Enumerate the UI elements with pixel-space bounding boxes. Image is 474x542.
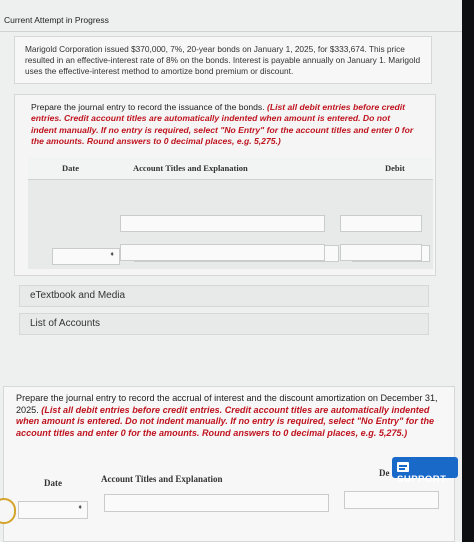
col-account-2: Account Titles and Explanation	[101, 474, 223, 484]
support-button[interactable]	[392, 457, 458, 485]
list-of-accounts-link[interactable]: List of Accounts	[19, 313, 429, 335]
divider	[0, 31, 462, 32]
col-debit: Debit	[385, 163, 405, 173]
part2-panel	[3, 386, 455, 542]
debit-input-4[interactable]	[344, 491, 439, 509]
debit-input-2[interactable]	[340, 215, 422, 232]
part2-instruction-text: Prepare the journal entry to record the accrual of interest and the discount amortization on December 31, 2025.	[16, 393, 438, 415]
device-bezel	[462, 0, 474, 542]
part1-instruction-note: (List all debit entries before credit entries. Credit account titles are automatically indented when amount is entered. Do not indent manually. If no entry is required, select "No Entry" for the account titles and enter 0 for the amounts. Round answers to 0 decimal places, e.g. 5,275.)	[31, 102, 414, 147]
chevron-updown-icon: ♦	[78, 504, 82, 511]
account-input-4[interactable]	[104, 494, 329, 512]
part2-instruction	[16, 393, 441, 439]
journal-table-1-header	[28, 157, 433, 180]
account-input-2[interactable]	[120, 215, 325, 232]
chevron-updown-icon: ♦	[110, 251, 114, 258]
problem-statement	[14, 36, 432, 84]
col-debit-2: De	[379, 468, 390, 478]
account-input-3[interactable]	[120, 244, 325, 261]
support-label: SUPPORT	[397, 474, 447, 485]
date-select-2[interactable]	[18, 501, 88, 519]
debit-input-3[interactable]	[340, 244, 422, 261]
part1-instruction	[31, 102, 416, 148]
etextbook-link[interactable]: eTextbook and Media	[19, 285, 429, 307]
chat-icon	[397, 462, 409, 472]
date-select-1[interactable]	[52, 248, 120, 265]
col-date-2: Date	[44, 478, 62, 488]
col-date: Date	[62, 163, 79, 173]
problem-text: Marigold Corporation issued $370,000, 7%, 20-year bonds on January 1, 2025, for $333,674. This price resulted in an effective-interest rate of 8% on the bonds. Interest is payable annually on January 1. Marigold uses the effective-interest method to amortize bond premium or discount.	[25, 44, 421, 76]
part2-instruction-note: (List all debit entries before credit entries. Credit account titles are automatically indented when amount is entered. Do not indent manually. If no entry is required, select "No Entry" for the account titles and enter 0 for the amounts. Round answers to 0 decimal places, e.g. 5,275.)	[16, 404, 435, 438]
part1-instruction-text: Prepare the journal entry to record the issuance of the bonds.	[31, 102, 267, 112]
col-account: Account Titles and Explanation	[133, 163, 248, 173]
attempt-title: Current Attempt in Progress	[4, 15, 109, 25]
